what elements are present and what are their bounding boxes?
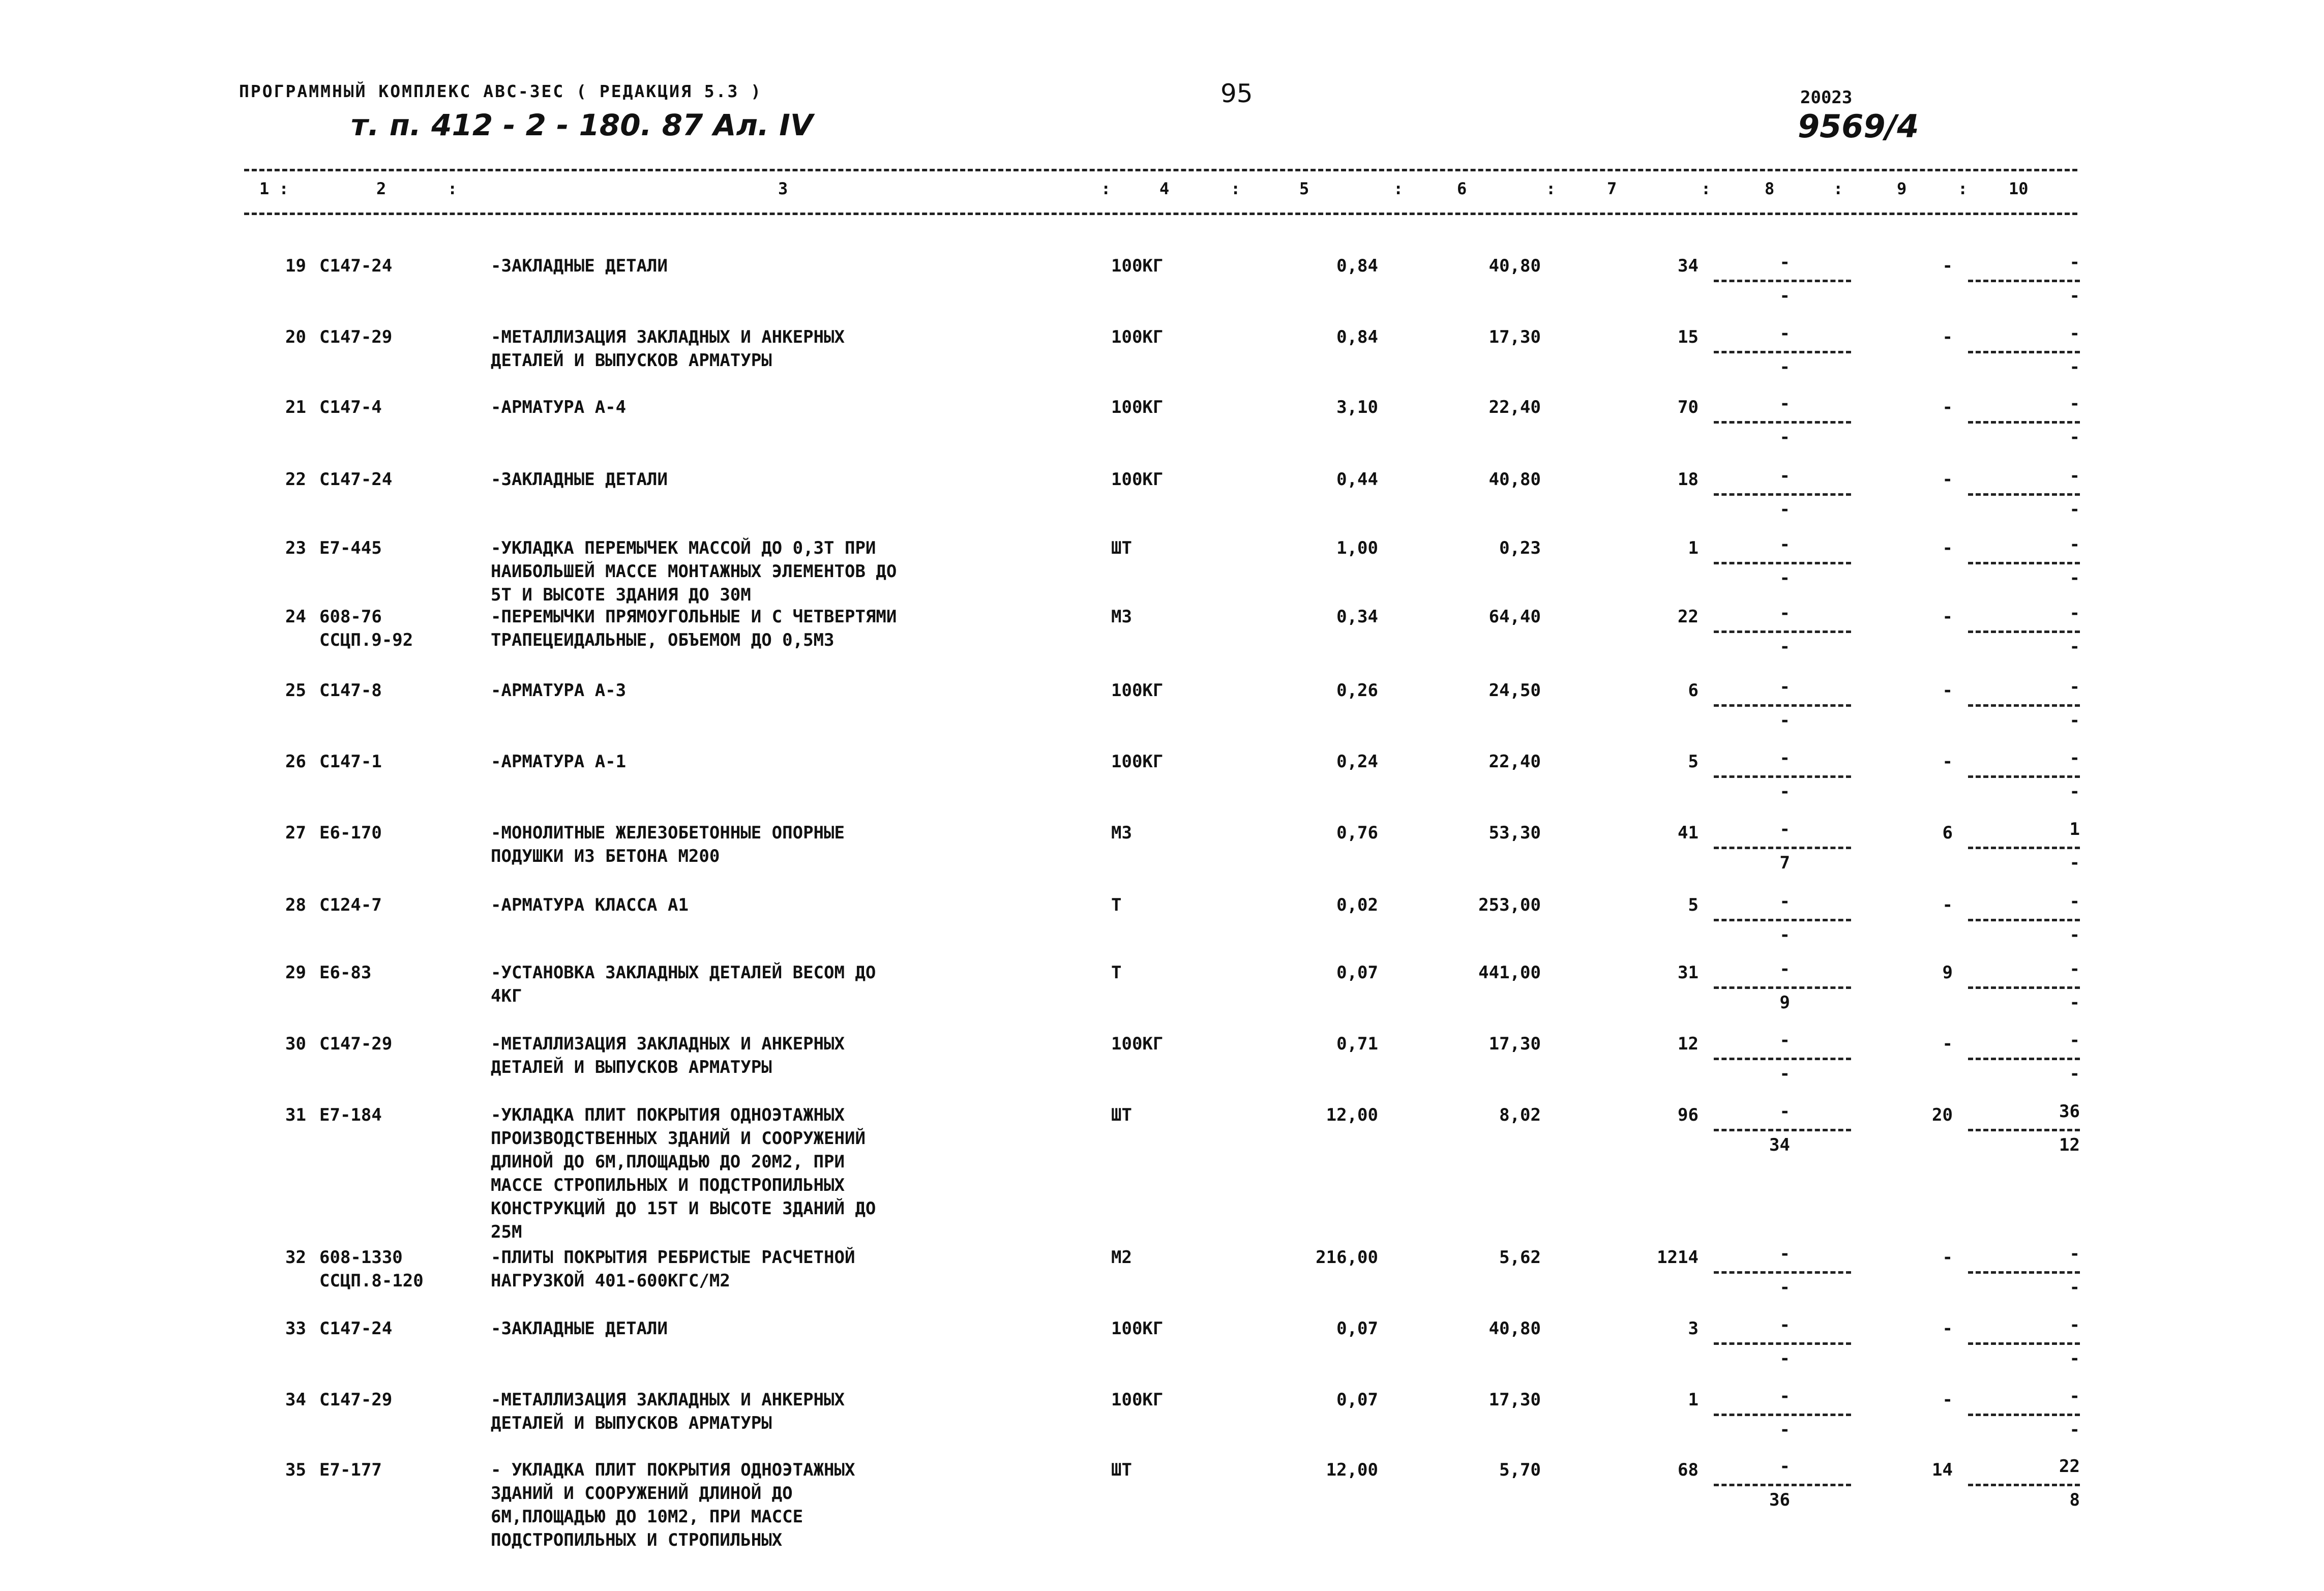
unit-of-measure: 100КГ <box>1111 1034 1164 1054</box>
unit-of-measure: ШТ <box>1111 1105 1132 1125</box>
column-8-bottom: - <box>1779 1420 1790 1440</box>
column-10-fraction <box>1968 679 2080 735</box>
column-10-divider <box>1968 847 2080 849</box>
column-8-divider <box>1714 421 1851 424</box>
column-9-value: - <box>1942 752 1953 772</box>
column-8-divider <box>1714 351 1851 353</box>
column-8-divider <box>1714 775 1851 778</box>
column-8-divider <box>1714 1342 1851 1345</box>
row-number: 35 <box>285 1460 306 1480</box>
column-10-fraction <box>1968 750 2080 806</box>
col-2: 2 <box>376 179 386 198</box>
col-6: 6 <box>1457 179 1467 198</box>
unit-price: 40,80 <box>1488 469 1541 490</box>
column-9-value: - <box>1942 256 1953 276</box>
header-rule-bottom <box>244 213 2077 215</box>
rate-code: С147-4 <box>319 397 382 417</box>
total-cost: 70 <box>1678 397 1699 417</box>
program-title: ПРОГРАММНЫЙ КОМПЛЕКС АВС-ЗЕС ( РЕДАКЦИЯ 5.3 ) <box>239 81 763 101</box>
column-10-divider <box>1968 421 2080 424</box>
rate-code: 608-1330 ССЦП.8-120 <box>319 1247 424 1291</box>
column-10-divider <box>1968 1129 2080 1131</box>
total-cost: 22 <box>1678 607 1699 627</box>
quantity: 0,26 <box>1336 680 1378 701</box>
unit-of-measure: 100КГ <box>1111 469 1164 490</box>
quantity: 12,00 <box>1326 1460 1378 1480</box>
column-8-fraction <box>1714 605 1851 661</box>
column-10-top: - <box>2069 394 2080 414</box>
row-number: 22 <box>285 469 306 490</box>
row-number: 21 <box>285 397 306 417</box>
column-10-fraction <box>1968 536 2080 592</box>
column-10-top: - <box>2069 603 2080 623</box>
unit-price: 441,00 <box>1478 963 1541 983</box>
column-9-value: - <box>1942 607 1953 627</box>
work-description: -УКЛАДКА ПЛИТ ПОКРЫТИЯ ОДНОЭТАЖНЫХ ПРОИЗВОДСТВЕННЫХ ЗДАНИЙ И СООРУЖЕНИЙ ДЛИНОЙ ДО 6М,ПЛОЩАДЬЮ ДО 20М2, ПРИ МАССЕ СТРОПИЛЬНЫХ И ПОДСТРОПИЛЬНЫХ КОНСТРУКЦИЙ ДО 15Т И ВЫСОТЕ ЗДАНИЙ ДО 25М <box>491 1105 876 1242</box>
work-description: -ЗАКЛАДНЫЕ ДЕТАЛИ <box>491 469 668 490</box>
total-cost: 15 <box>1678 327 1699 347</box>
column-8-top: - <box>1779 1244 1790 1264</box>
total-cost: 41 <box>1678 823 1699 843</box>
rate-code: С147-29 <box>319 327 393 347</box>
col-4: 4 <box>1159 179 1170 198</box>
total-cost: 1 <box>1688 538 1699 558</box>
column-9-value: 9 <box>1942 963 1953 983</box>
row-number: 33 <box>285 1318 306 1339</box>
column-8-top: - <box>1779 394 1790 414</box>
column-10-divider <box>1968 704 2080 707</box>
unit-price: 5,62 <box>1499 1247 1541 1268</box>
column-10-top: - <box>2069 1315 2080 1335</box>
column-10-fraction <box>1968 893 2080 949</box>
column-10-top: - <box>2069 1386 2080 1406</box>
col-sep: : <box>1546 179 1556 198</box>
row-number: 32 <box>285 1247 306 1268</box>
header-rule-top <box>244 169 2077 171</box>
column-8-bottom: 36 <box>1769 1490 1790 1510</box>
col-sep: : <box>1231 179 1241 198</box>
column-10-fraction <box>1968 821 2080 877</box>
quantity: 0,02 <box>1336 895 1378 915</box>
unit-of-measure: 100КГ <box>1111 680 1164 701</box>
column-10-divider <box>1968 1058 2080 1060</box>
column-8-top: - <box>1779 819 1790 839</box>
work-description: -МЕТАЛЛИЗАЦИЯ ЗАКЛАДНЫХ И АНКЕРНЫХ ДЕТАЛЕЙ И ВЫПУСКОВ АРМАТУРЫ <box>491 1390 845 1433</box>
column-8-bottom: 34 <box>1769 1135 1790 1155</box>
row-number: 24 <box>285 607 306 627</box>
column-9-value: - <box>1942 895 1953 915</box>
unit-of-measure: 100КГ <box>1111 1390 1164 1410</box>
column-8-divider <box>1714 919 1851 921</box>
column-9-value: 6 <box>1942 823 1953 843</box>
col-sep: : <box>1958 179 1968 198</box>
column-8-bottom: - <box>1779 1064 1790 1084</box>
column-8-bottom: - <box>1779 782 1790 802</box>
unit-price: 22,40 <box>1488 752 1541 772</box>
unit-of-measure: Т <box>1111 895 1122 915</box>
work-description: -ЗАКЛАДНЫЕ ДЕТАЛИ <box>491 1318 668 1339</box>
column-10-fraction <box>1968 1388 2080 1444</box>
column-8-divider <box>1714 280 1851 282</box>
column-9-value: 20 <box>1932 1105 1953 1125</box>
column-10-fraction <box>1968 1246 2080 1302</box>
rate-code: Е6-83 <box>319 963 372 983</box>
column-10-divider <box>1968 631 2080 633</box>
quantity: 0,84 <box>1336 256 1378 276</box>
unit-price: 40,80 <box>1488 1318 1541 1339</box>
unit-price: 24,50 <box>1488 680 1541 701</box>
column-10-divider <box>1968 280 2080 282</box>
column-10-bottom: - <box>2069 499 2080 520</box>
column-10-fraction <box>1968 396 2080 452</box>
work-description: -МЕТАЛЛИЗАЦИЯ ЗАКЛАДНЫХ И АНКЕРНЫХ ДЕТАЛЕЙ И ВЫПУСКОВ АРМАТУРЫ <box>491 327 845 371</box>
column-9-value: - <box>1942 397 1953 417</box>
total-cost: 68 <box>1678 1460 1699 1480</box>
column-8-divider <box>1714 1271 1851 1274</box>
rate-code: Е7-177 <box>319 1460 382 1480</box>
column-10-top: - <box>2069 891 2080 912</box>
column-10-bottom: - <box>2069 427 2080 447</box>
rate-code: С147-29 <box>319 1390 393 1410</box>
page-number: 95 <box>1220 79 1253 108</box>
row-number: 29 <box>285 963 306 983</box>
rate-code: С147-1 <box>319 752 382 772</box>
column-10-top: 22 <box>2059 1456 2080 1477</box>
column-8-fraction <box>1714 679 1851 735</box>
total-cost: 3 <box>1688 1318 1699 1339</box>
column-10-bottom: - <box>2069 637 2080 657</box>
column-8-divider <box>1714 493 1851 496</box>
column-10-divider <box>1968 775 2080 778</box>
column-10-top: - <box>2069 1244 2080 1264</box>
column-10-bottom: - <box>2069 286 2080 306</box>
work-description: -АРМАТУРА А-1 <box>491 752 627 772</box>
work-description: -ЗАКЛАДНЫЕ ДЕТАЛИ <box>491 256 668 276</box>
column-8-bottom: - <box>1779 568 1790 588</box>
row-number: 30 <box>285 1034 306 1054</box>
quantity: 0,24 <box>1336 752 1378 772</box>
unit-of-measure: М3 <box>1111 823 1132 843</box>
quantity: 3,10 <box>1336 397 1378 417</box>
unit-price: 17,30 <box>1488 1034 1541 1054</box>
rate-code: Е7-184 <box>319 1105 382 1125</box>
column-10-fraction <box>1968 468 2080 524</box>
quantity: 0,44 <box>1336 469 1378 490</box>
unit-of-measure: М3 <box>1111 607 1132 627</box>
unit-price: 53,30 <box>1488 823 1541 843</box>
column-8-divider <box>1714 631 1851 633</box>
column-8-fraction <box>1714 1103 1851 1159</box>
column-10-divider <box>1968 493 2080 496</box>
column-8-top: - <box>1779 1030 1790 1050</box>
column-8-fraction <box>1714 821 1851 877</box>
column-8-bottom: - <box>1779 286 1790 306</box>
column-10-fraction <box>1968 1317 2080 1373</box>
column-10-bottom: - <box>2069 357 2080 377</box>
quantity: 0,76 <box>1336 823 1378 843</box>
column-8-bottom: - <box>1779 499 1790 520</box>
column-8-fraction <box>1714 1246 1851 1302</box>
column-10-divider <box>1968 919 2080 921</box>
quantity: 0,71 <box>1336 1034 1378 1054</box>
quantity: 1,00 <box>1336 538 1378 558</box>
col-7: 7 <box>1607 179 1617 198</box>
column-8-top: - <box>1779 1386 1790 1406</box>
column-8-bottom: - <box>1779 357 1790 377</box>
column-9-value: - <box>1942 680 1953 701</box>
column-10-bottom: - <box>2069 925 2080 945</box>
column-10-divider <box>1968 1414 2080 1416</box>
unit-of-measure: М2 <box>1111 1247 1132 1268</box>
column-10-top: - <box>2069 466 2080 486</box>
column-8-top: - <box>1779 252 1790 273</box>
col-10: 10 <box>2009 179 2029 198</box>
row-number: 27 <box>285 823 306 843</box>
column-10-bottom: - <box>2069 568 2080 588</box>
col-sep: : <box>1833 179 1843 198</box>
column-10-divider <box>1968 562 2080 564</box>
column-10-bottom: - <box>2069 993 2080 1013</box>
work-description: -АРМАТУРА А-4 <box>491 397 627 417</box>
column-8-bottom: 9 <box>1779 993 1790 1013</box>
row-number: 31 <box>285 1105 306 1125</box>
work-description: -ПЕРЕМЫЧКИ ПРЯМОУГОЛЬНЫЕ И С ЧЕТВЕРТЯМИ ТРАПЕЦЕИДАЛЬНЫЕ, ОБЪЕМОМ ДО 0,5М3 <box>491 607 897 650</box>
work-description: -АРМАТУРА А-3 <box>491 680 627 701</box>
work-description: -АРМАТУРА КЛАССА А1 <box>491 895 689 915</box>
quantity: 0,07 <box>1336 963 1378 983</box>
column-10-fraction <box>1968 325 2080 381</box>
column-10-bottom: 8 <box>2069 1490 2080 1510</box>
column-10-bottom: 12 <box>2059 1135 2080 1155</box>
column-8-divider <box>1714 704 1851 707</box>
column-9-value: - <box>1942 1318 1953 1339</box>
column-10-top: - <box>2069 1030 2080 1050</box>
column-8-top: - <box>1779 466 1790 486</box>
total-cost: 18 <box>1678 469 1699 490</box>
column-10-top: - <box>2069 252 2080 273</box>
column-8-top: - <box>1779 534 1790 555</box>
column-10-divider <box>1968 351 2080 353</box>
column-8-divider <box>1714 986 1851 989</box>
total-cost: 12 <box>1678 1034 1699 1054</box>
column-8-top: - <box>1779 748 1790 768</box>
row-number: 23 <box>285 538 306 558</box>
work-description: -УКЛАДКА ПЕРЕМЫЧЕК МАССОЙ ДО 0,3Т ПРИ НАИБОЛЬШЕЙ МАССЕ МОНТАЖНЫХ ЭЛЕМЕНТОВ ДО 5Т И ВЫСОТЕ ЗДАНИЯ ДО 30М <box>491 538 897 605</box>
total-cost: 5 <box>1688 895 1699 915</box>
work-description: -МЕТАЛЛИЗАЦИЯ ЗАКЛАДНЫХ И АНКЕРНЫХ ДЕТАЛЕЙ И ВЫПУСКОВ АРМАТУРЫ <box>491 1034 845 1077</box>
column-8-fraction <box>1714 254 1851 310</box>
work-description: -УСТАНОВКА ЗАКЛАДНЫХ ДЕТАЛЕЙ ВЕСОМ ДО 4КГ <box>491 963 876 1006</box>
work-description: -ПЛИТЫ ПОКРЫТИЯ РЕБРИСТЫЕ РАСЧЕТНОЙ НАГРУЗКОЙ 401-600КГС/М2 <box>491 1247 855 1291</box>
column-10-top: - <box>2069 534 2080 555</box>
column-8-top: - <box>1779 891 1790 912</box>
column-10-bottom: - <box>2069 1420 2080 1440</box>
unit-of-measure: 100КГ <box>1111 1318 1164 1339</box>
column-8-divider <box>1714 1414 1851 1416</box>
rate-code: С124-7 <box>319 895 382 915</box>
rate-code: Е6-170 <box>319 823 382 843</box>
quantity: 0,84 <box>1336 327 1378 347</box>
column-8-bottom: 7 <box>1779 853 1790 873</box>
column-8-fraction <box>1714 893 1851 949</box>
column-8-top: - <box>1779 1456 1790 1477</box>
column-10-top: - <box>2069 323 2080 344</box>
row-number: 19 <box>285 256 306 276</box>
column-10-top: - <box>2069 959 2080 979</box>
work-description: - УКЛАДКА ПЛИТ ПОКРЫТИЯ ОДНОЭТАЖНЫХ ЗДАНИЙ И СООРУЖЕНИЙ ДЛИНОЙ ДО 6М,ПЛОЩАДЬЮ ДО 10М2, ПРИ МАССЕ ПОДСТРОПИЛЬНЫХ И СТРОПИЛЬНЫХ <box>491 1460 855 1550</box>
inventory-number: 9569/4 <box>1798 108 1919 145</box>
quantity: 0,34 <box>1336 607 1378 627</box>
col-9: 9 <box>1897 179 1907 198</box>
column-8-top: - <box>1779 323 1790 344</box>
work-description: -МОНОЛИТНЫЕ ЖЕЛЕЗОБЕТОННЫЕ ОПОРНЫЕ ПОДУШКИ ИЗ БЕТОНА М200 <box>491 823 845 866</box>
column-8-bottom: - <box>1779 427 1790 447</box>
column-9-value: - <box>1942 469 1953 490</box>
rate-code: С147-24 <box>319 256 393 276</box>
column-8-top: - <box>1779 677 1790 697</box>
column-8-fraction <box>1714 1458 1851 1514</box>
column-8-top: - <box>1779 959 1790 979</box>
quantity: 216,00 <box>1316 1247 1378 1268</box>
unit-price: 17,30 <box>1488 327 1541 347</box>
rate-code: С147-24 <box>319 1318 393 1339</box>
unit-of-measure: ШТ <box>1111 1460 1132 1480</box>
column-8-bottom: - <box>1779 1348 1790 1369</box>
column-8-top: - <box>1779 1315 1790 1335</box>
column-10-fraction <box>1968 605 2080 661</box>
column-8-bottom: - <box>1779 637 1790 657</box>
column-8-fraction <box>1714 468 1851 524</box>
column-8-fraction <box>1714 1317 1851 1373</box>
column-10-divider <box>1968 1271 2080 1274</box>
column-8-bottom: - <box>1779 710 1790 731</box>
column-10-bottom: - <box>2069 1064 2080 1084</box>
col-1: 1 : <box>259 179 289 198</box>
column-10-bottom: - <box>2069 1348 2080 1369</box>
column-8-bottom: - <box>1779 925 1790 945</box>
row-number: 34 <box>285 1390 306 1410</box>
total-cost: 1214 <box>1657 1247 1699 1268</box>
row-number: 25 <box>285 680 306 701</box>
rate-code: С147-24 <box>319 469 393 490</box>
column-9-value: - <box>1942 538 1953 558</box>
column-10-bottom: - <box>2069 853 2080 873</box>
column-9-value: - <box>1942 327 1953 347</box>
unit-of-measure: 100КГ <box>1111 256 1164 276</box>
quantity: 0,07 <box>1336 1318 1378 1339</box>
column-8-fraction <box>1714 1388 1851 1444</box>
col-3: 3 <box>778 179 788 198</box>
unit-price: 64,40 <box>1488 607 1541 627</box>
row-number: 28 <box>285 895 306 915</box>
col-5: 5 <box>1299 179 1309 198</box>
row-number: 20 <box>285 327 306 347</box>
unit-of-measure: 100КГ <box>1111 397 1164 417</box>
column-10-bottom: - <box>2069 1277 2080 1298</box>
column-10-bottom: - <box>2069 710 2080 731</box>
column-10-top: - <box>2069 748 2080 768</box>
unit-price: 17,30 <box>1488 1390 1541 1410</box>
document-code: 20023 <box>1800 87 1853 108</box>
row-number: 26 <box>285 752 306 772</box>
unit-price: 8,02 <box>1499 1105 1541 1125</box>
column-8-divider <box>1714 847 1851 849</box>
column-10-top: 1 <box>2069 819 2080 839</box>
column-10-bottom: - <box>2069 782 2080 802</box>
column-8-divider <box>1714 562 1851 564</box>
total-cost: 6 <box>1688 680 1699 701</box>
column-9-value: - <box>1942 1034 1953 1054</box>
column-10-fraction <box>1968 254 2080 310</box>
column-8-top: - <box>1779 603 1790 623</box>
project-designation: т. п. 412 - 2 - 180. 87 Ал. IV <box>351 108 813 142</box>
total-cost: 5 <box>1688 752 1699 772</box>
col-sep: : <box>448 179 458 198</box>
column-10-fraction <box>1968 1458 2080 1514</box>
col-8: 8 <box>1765 179 1775 198</box>
column-numbers <box>244 179 2077 199</box>
unit-price: 22,40 <box>1488 397 1541 417</box>
rate-code: 608-76 ССЦП.9-92 <box>319 607 413 650</box>
unit-of-measure: 100КГ <box>1111 752 1164 772</box>
column-10-divider <box>1968 1484 2080 1486</box>
rate-code: Е7-445 <box>319 538 382 558</box>
total-cost: 1 <box>1688 1390 1699 1410</box>
column-8-divider <box>1714 1484 1851 1486</box>
column-10-fraction <box>1968 961 2080 1017</box>
column-8-divider <box>1714 1129 1851 1131</box>
column-8-bottom: - <box>1779 1277 1790 1298</box>
column-8-fraction <box>1714 396 1851 452</box>
column-8-fraction <box>1714 536 1851 592</box>
column-8-divider <box>1714 1058 1851 1060</box>
col-sep: : <box>1101 179 1111 198</box>
column-10-fraction <box>1968 1032 2080 1088</box>
quantity: 12,00 <box>1326 1105 1378 1125</box>
total-cost: 31 <box>1678 963 1699 983</box>
column-9-value: - <box>1942 1390 1953 1410</box>
rate-code: С147-29 <box>319 1034 393 1054</box>
unit-of-measure: ШТ <box>1111 538 1132 558</box>
column-10-top: - <box>2069 677 2080 697</box>
column-9-value: - <box>1942 1247 1953 1268</box>
rate-code: С147-8 <box>319 680 382 701</box>
col-sep: : <box>1701 179 1711 198</box>
unit-price: 5,70 <box>1499 1460 1541 1480</box>
unit-price: 253,00 <box>1478 895 1541 915</box>
col-sep: : <box>1393 179 1404 198</box>
column-8-fraction <box>1714 325 1851 381</box>
column-8-fraction <box>1714 750 1851 806</box>
column-10-divider <box>1968 986 2080 989</box>
unit-price: 0,23 <box>1499 538 1541 558</box>
column-10-top: 36 <box>2059 1101 2080 1122</box>
column-8-fraction <box>1714 961 1851 1017</box>
unit-of-measure: Т <box>1111 963 1122 983</box>
column-10-divider <box>1968 1342 2080 1345</box>
column-9-value: 14 <box>1932 1460 1953 1480</box>
column-8-fraction <box>1714 1032 1851 1088</box>
quantity: 0,07 <box>1336 1390 1378 1410</box>
unit-of-measure: 100КГ <box>1111 327 1164 347</box>
column-10-fraction <box>1968 1103 2080 1159</box>
unit-price: 40,80 <box>1488 256 1541 276</box>
total-cost: 96 <box>1678 1105 1699 1125</box>
column-8-top: - <box>1779 1101 1790 1122</box>
total-cost: 34 <box>1678 256 1699 276</box>
